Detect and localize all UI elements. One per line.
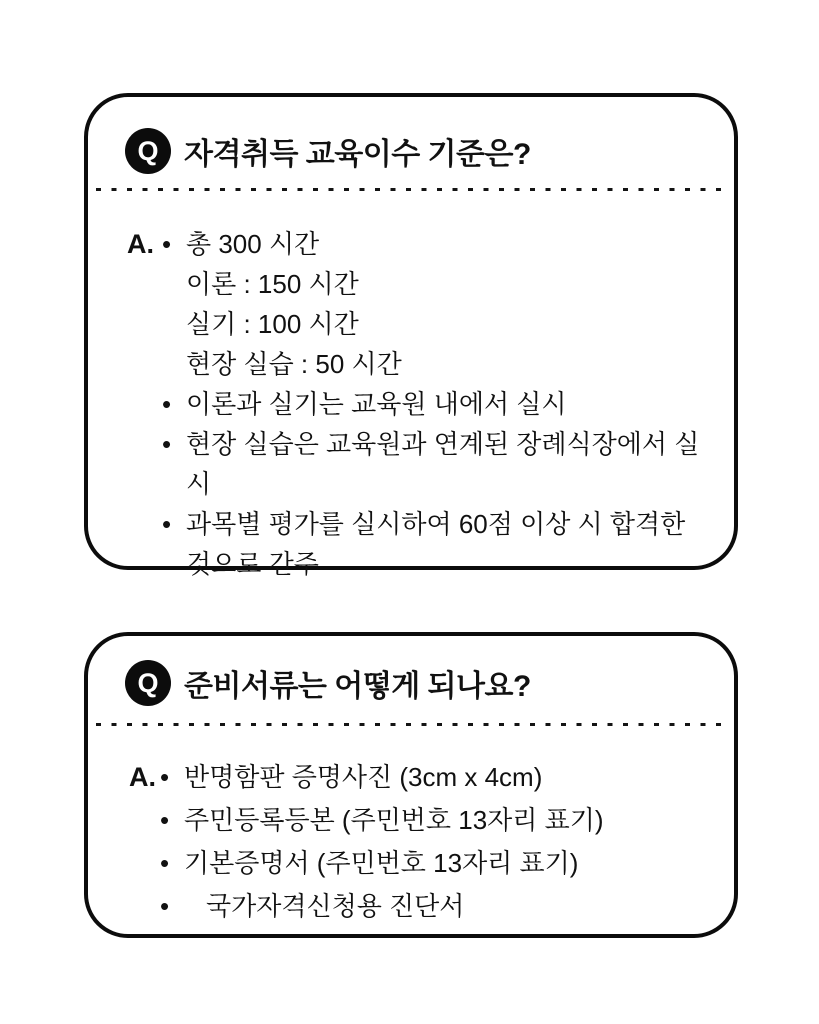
q-badge-letter: Q (137, 667, 159, 698)
answer-line-text: 실기 : 100 시간 (186, 309, 359, 339)
answer-list (184, 756, 716, 928)
answer-label: A. (129, 762, 156, 792)
q-badge-icon (125, 128, 171, 174)
answer-line-text: 과목별 평가를 실시하여 60점 이상 시 합격한 것으로 간주 (186, 509, 686, 579)
q-badge-letter: Q (137, 135, 159, 166)
answer-line (184, 756, 716, 799)
answer-list (186, 224, 716, 584)
answer-line-text: 총 300 시간 (186, 229, 320, 259)
answer-line-text: 이론과 실기는 교육원 내에서 실시 (186, 389, 567, 419)
question-header (88, 97, 734, 174)
answer-line (184, 842, 716, 885)
answer-line-text: 기본증명서 (주민번호 13자리 표기) (184, 848, 579, 878)
answer-line (186, 384, 716, 424)
q-badge-icon (125, 660, 171, 706)
answer-line (186, 344, 716, 384)
answer-line (184, 885, 716, 928)
faq-card-education-criteria (84, 93, 738, 579)
answer-line-text: 현장 실습 : 50 시간 (186, 349, 402, 379)
answer-line (186, 304, 716, 344)
answer-line-text: 현장 실습은 교육원과 연계된 장례식장에서 실시 (186, 429, 700, 499)
answer-line-text: 이론 : 150 시간 (186, 269, 359, 299)
answer-line-text: 반명함판 증명사진 (3cm x 4cm) (184, 762, 543, 792)
answer-line (186, 264, 716, 304)
answer-line-text: 주민등록등본 (주민번호 13자리 표기) (184, 805, 604, 835)
answer-line (186, 424, 716, 504)
question-header (88, 636, 734, 706)
answer-label: A. (127, 229, 154, 259)
answer-line (186, 224, 716, 264)
answer-line (184, 799, 716, 842)
answer-line-text: 국가자격신청용 진단서 (206, 891, 465, 921)
question-title: 준비서류는 어떻게 되나요? (184, 670, 531, 703)
answer-section (88, 191, 734, 584)
faq-card-required-documents (84, 632, 738, 938)
question-title: 자격취득 교육이수 기준은? (184, 138, 531, 171)
answer-line (186, 504, 716, 584)
answer-section (88, 726, 734, 928)
